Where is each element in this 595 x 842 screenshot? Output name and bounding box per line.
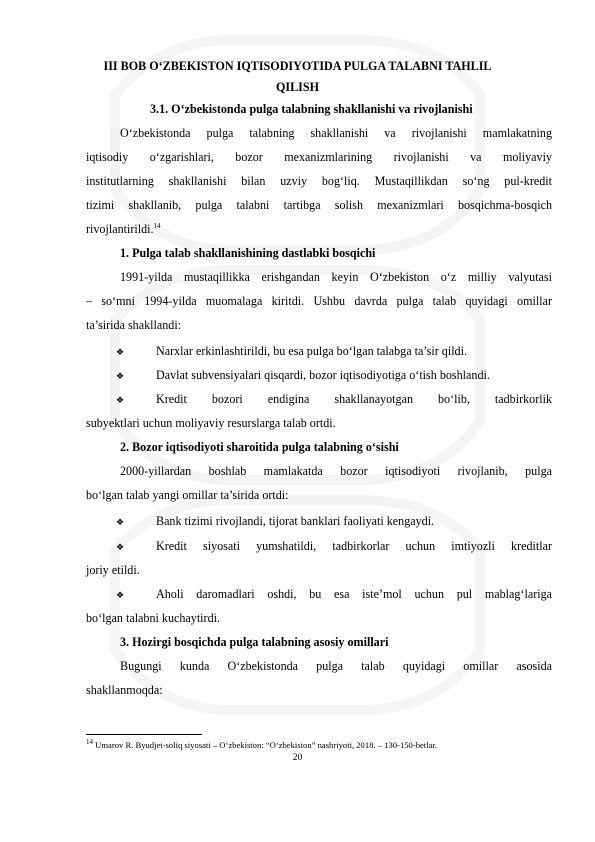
heading-3: 3. Hozirgi bosqichda pulga talabning asosiy omillari (120, 635, 389, 649)
intro-line: tizimi shakllanib, pulga talabni tartibga solish mexanizmlari bosqichma-bosqich (86, 198, 552, 212)
bullet-text-cont: subyektlari uchun moliyaviy resurslarga talab ortdi. (86, 416, 336, 430)
intro-line: institutlarning shakllanishi bilan uzviy bog‘liq. Mustaqillikdan so‘ng pul-kredit (86, 174, 552, 188)
paragraph-line: 1991-yilda mustaqillikka erishgandan keyin O‘zbekiston o‘z milliy valyutasi (120, 270, 552, 284)
bullet-icon: ❖ (116, 395, 125, 405)
bullet-text: Aholi daromadlari oshdi, bu esa iste’mol uchun pul mablag‘lariga (156, 587, 552, 601)
paragraph-line: ta’sirida shakllandi: (86, 318, 182, 332)
bullet-text: Kredit siyosati yumshatildi, tadbirkorlar uchun imtiyozli kreditlar (156, 539, 552, 553)
footnote (86, 740, 437, 751)
footnote-text: Umarov R. Byudjet-soliq siyosati – O‘zbekiston: “O‘zbekiston” nashriyoti, 2018. – 130-150-betlar. (93, 740, 437, 750)
bullet-text: Kredit bozori endigina shakllanayotgan bo‘lib, tadbirkorlik (156, 392, 552, 406)
bullet-text: Bank tizimi rivojlandi, tijorat banklari faoliyati kengaydi. (156, 514, 435, 528)
footnote-ref[interactable]: 14 (153, 221, 161, 230)
bullet-icon: ❖ (116, 542, 125, 552)
paragraph-line: – so‘mni 1994-yilda muomalaga kiritdi. Ushbu davrda pulga talab quyidagi omillar (86, 294, 552, 308)
bullet-text-cont: joriy etildi. (86, 563, 140, 577)
bullet-icon: ❖ (116, 517, 125, 527)
chapter-title-line2: QILISH (275, 80, 320, 94)
bullet-icon: ❖ (116, 590, 125, 600)
paragraph-line: bo‘lgan talab yangi omillar ta’sirida ortdi: (86, 488, 289, 502)
intro-line: iqtisodiy o‘zgarishlari, bozor mexanizmlarining rivojlanishi va moliyaviy (86, 150, 552, 164)
paragraph-line: 2000-yillardan boshlab mamlakatda bozor iqtisodiyoti rivojlanib, pulga (120, 464, 552, 478)
section-title: 3.1. O‘zbekistonda pulga talabning shakllanishi va rivojlanishi (150, 102, 473, 116)
chapter-title-line1: III BOB O‘ZBEKISTON IQTISODIYOTIDA PULGA TALABNI TAHLIL (103, 59, 492, 73)
page-number: 20 (292, 753, 303, 763)
heading-2: 2. Bozor iqtisodiyoti sharoitida pulga talabning o‘sishi (120, 440, 399, 454)
heading-1: 1. Pulga talab shakllanishining dastlabki bosqichi (120, 246, 376, 260)
footnote-number: 14 (86, 738, 93, 747)
bullet-icon: ❖ (116, 371, 125, 381)
intro-line-last: rivojlantirildi.$^{14}$ (86, 221, 161, 236)
paragraph-line: shakllanmoqda: (86, 683, 163, 697)
bullet-text: Davlat subvensiyalari qisqardi, bozor iqtisodiyotiga o‘tish boshlandi. (156, 368, 490, 382)
footnote-separator (86, 734, 202, 735)
bullet-icon: ❖ (116, 347, 125, 357)
bullet-text: Narxlar erkinlashtirildi, bu esa pulga bo‘lgan talabga ta’sir qildi. (156, 344, 467, 358)
bullet-text-cont: bo‘lgan talabni kuchaytirdi. (86, 611, 220, 625)
intro-line: O‘zbekistonda pulga talabning shakllanishi va rivojlanishi mamlakatning (120, 126, 552, 140)
paragraph-line: Bugungi kunda O‘zbekistonda pulga talab quyidagi omillar asosida (120, 659, 552, 673)
